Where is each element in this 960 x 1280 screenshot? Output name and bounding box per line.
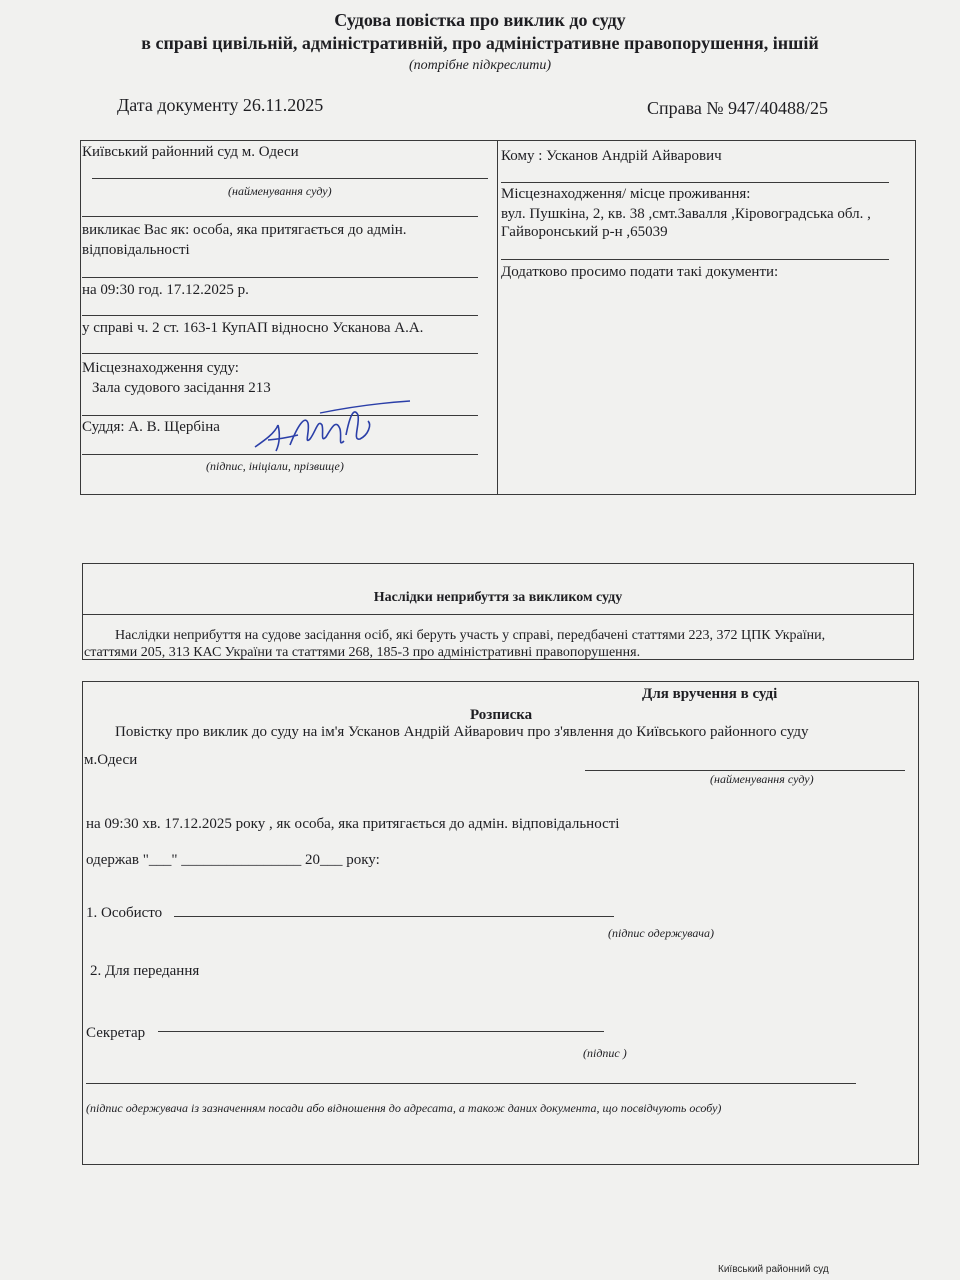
court-caption: (найменування суду)	[228, 184, 332, 198]
judge-name: Суддя: А. В. Щербіна	[82, 419, 220, 435]
receipt-title: Розписка	[470, 707, 533, 723]
case-number: Справа № 947/40488/25	[647, 98, 829, 118]
summons-table	[80, 140, 916, 495]
address-line-2: Гайворонський р-н ,65039	[501, 224, 668, 240]
secretary-caption: (підпис )	[583, 1046, 627, 1060]
transfer-label: 2. Для передання	[90, 963, 200, 979]
consequences-title: Наслідки неприбуття за викликом суду	[373, 590, 623, 605]
summons-as: викликає Вас як: особа, яка притягається до адмін.	[82, 222, 407, 238]
receipt-court-caption: (найменування суду)	[710, 772, 814, 786]
receipt-time: на 09:30 хв. 17.12.2025 року , як особа, яка притягається до адмін. відповідальності	[86, 816, 620, 832]
consequences-text-1: Наслідки неприбуття на судове засідання осіб, які беруть участь у справі, передбачені статтями 223, 372 ЦПК України,	[115, 628, 826, 643]
court-location-value: Зала судового засідання 213	[92, 380, 271, 396]
receipt-box	[82, 681, 919, 1165]
table-divider	[497, 140, 498, 494]
received-date: одержав "___" ________________ 20___ року:	[86, 852, 380, 868]
court-name: Київський районний суд м. Одеси	[82, 144, 299, 160]
bottom-caption: (підпис одержувача із зазначенням посади або відношення до адресата, а також даних документа, що посвідчують особу)	[86, 1101, 722, 1115]
recipient-name: Кому : Усканов Андрій Айварович	[501, 148, 722, 164]
for-court-label: Для вручення в суді	[642, 686, 778, 702]
receipt-line-1: Повістку про виклик до суду на ім'я Усканов Андрій Айварович про з'явлення до Київського районного суду	[115, 724, 809, 740]
address-line-1: вул. Пушкіна, 2, кв. 38 ,смт.Завалля ,Кіровоградська обл. ,	[501, 206, 871, 222]
court-location-label: Місцезнаходження суду:	[82, 360, 239, 376]
signature-caption: (підпис, ініціали, прізвище)	[206, 459, 344, 473]
underline-note: (потрібне підкреслити)	[408, 58, 551, 73]
consequences-text-2: статтями 205, 313 КАС України та статтями 268, 185-3 про адміністративні правопорушення.	[84, 645, 641, 660]
document-date: Дата документу 26.11.2025	[117, 95, 324, 115]
additional-documents: Додатково просимо подати такі документи:	[501, 264, 779, 280]
address-label: Місцезнаходження/ місце проживання:	[501, 186, 751, 202]
secretary-label: Секретар	[86, 1025, 146, 1041]
document-title: Судова повістка про виклик до суду	[334, 10, 626, 30]
hearing-time: на 09:30 год. 17.12.2025 р.	[82, 282, 249, 298]
receipt-line-2: м.Одеси	[84, 752, 138, 768]
personally-label: 1. Особисто	[86, 905, 163, 921]
personally-caption: (підпис одержувача)	[608, 926, 714, 940]
summons-as-cont: відповідальності	[82, 242, 190, 258]
document-subtitle: в справі цивільній, адміністративній, про адміністративне правопорушення, іншій	[141, 33, 819, 53]
case-subject: у справі ч. 2 ст. 163-1 КупАП відносно Усканова А.А.	[82, 320, 424, 336]
signature-icon	[250, 395, 420, 460]
court-stamp-text: Київський районний суд	[718, 1264, 829, 1275]
